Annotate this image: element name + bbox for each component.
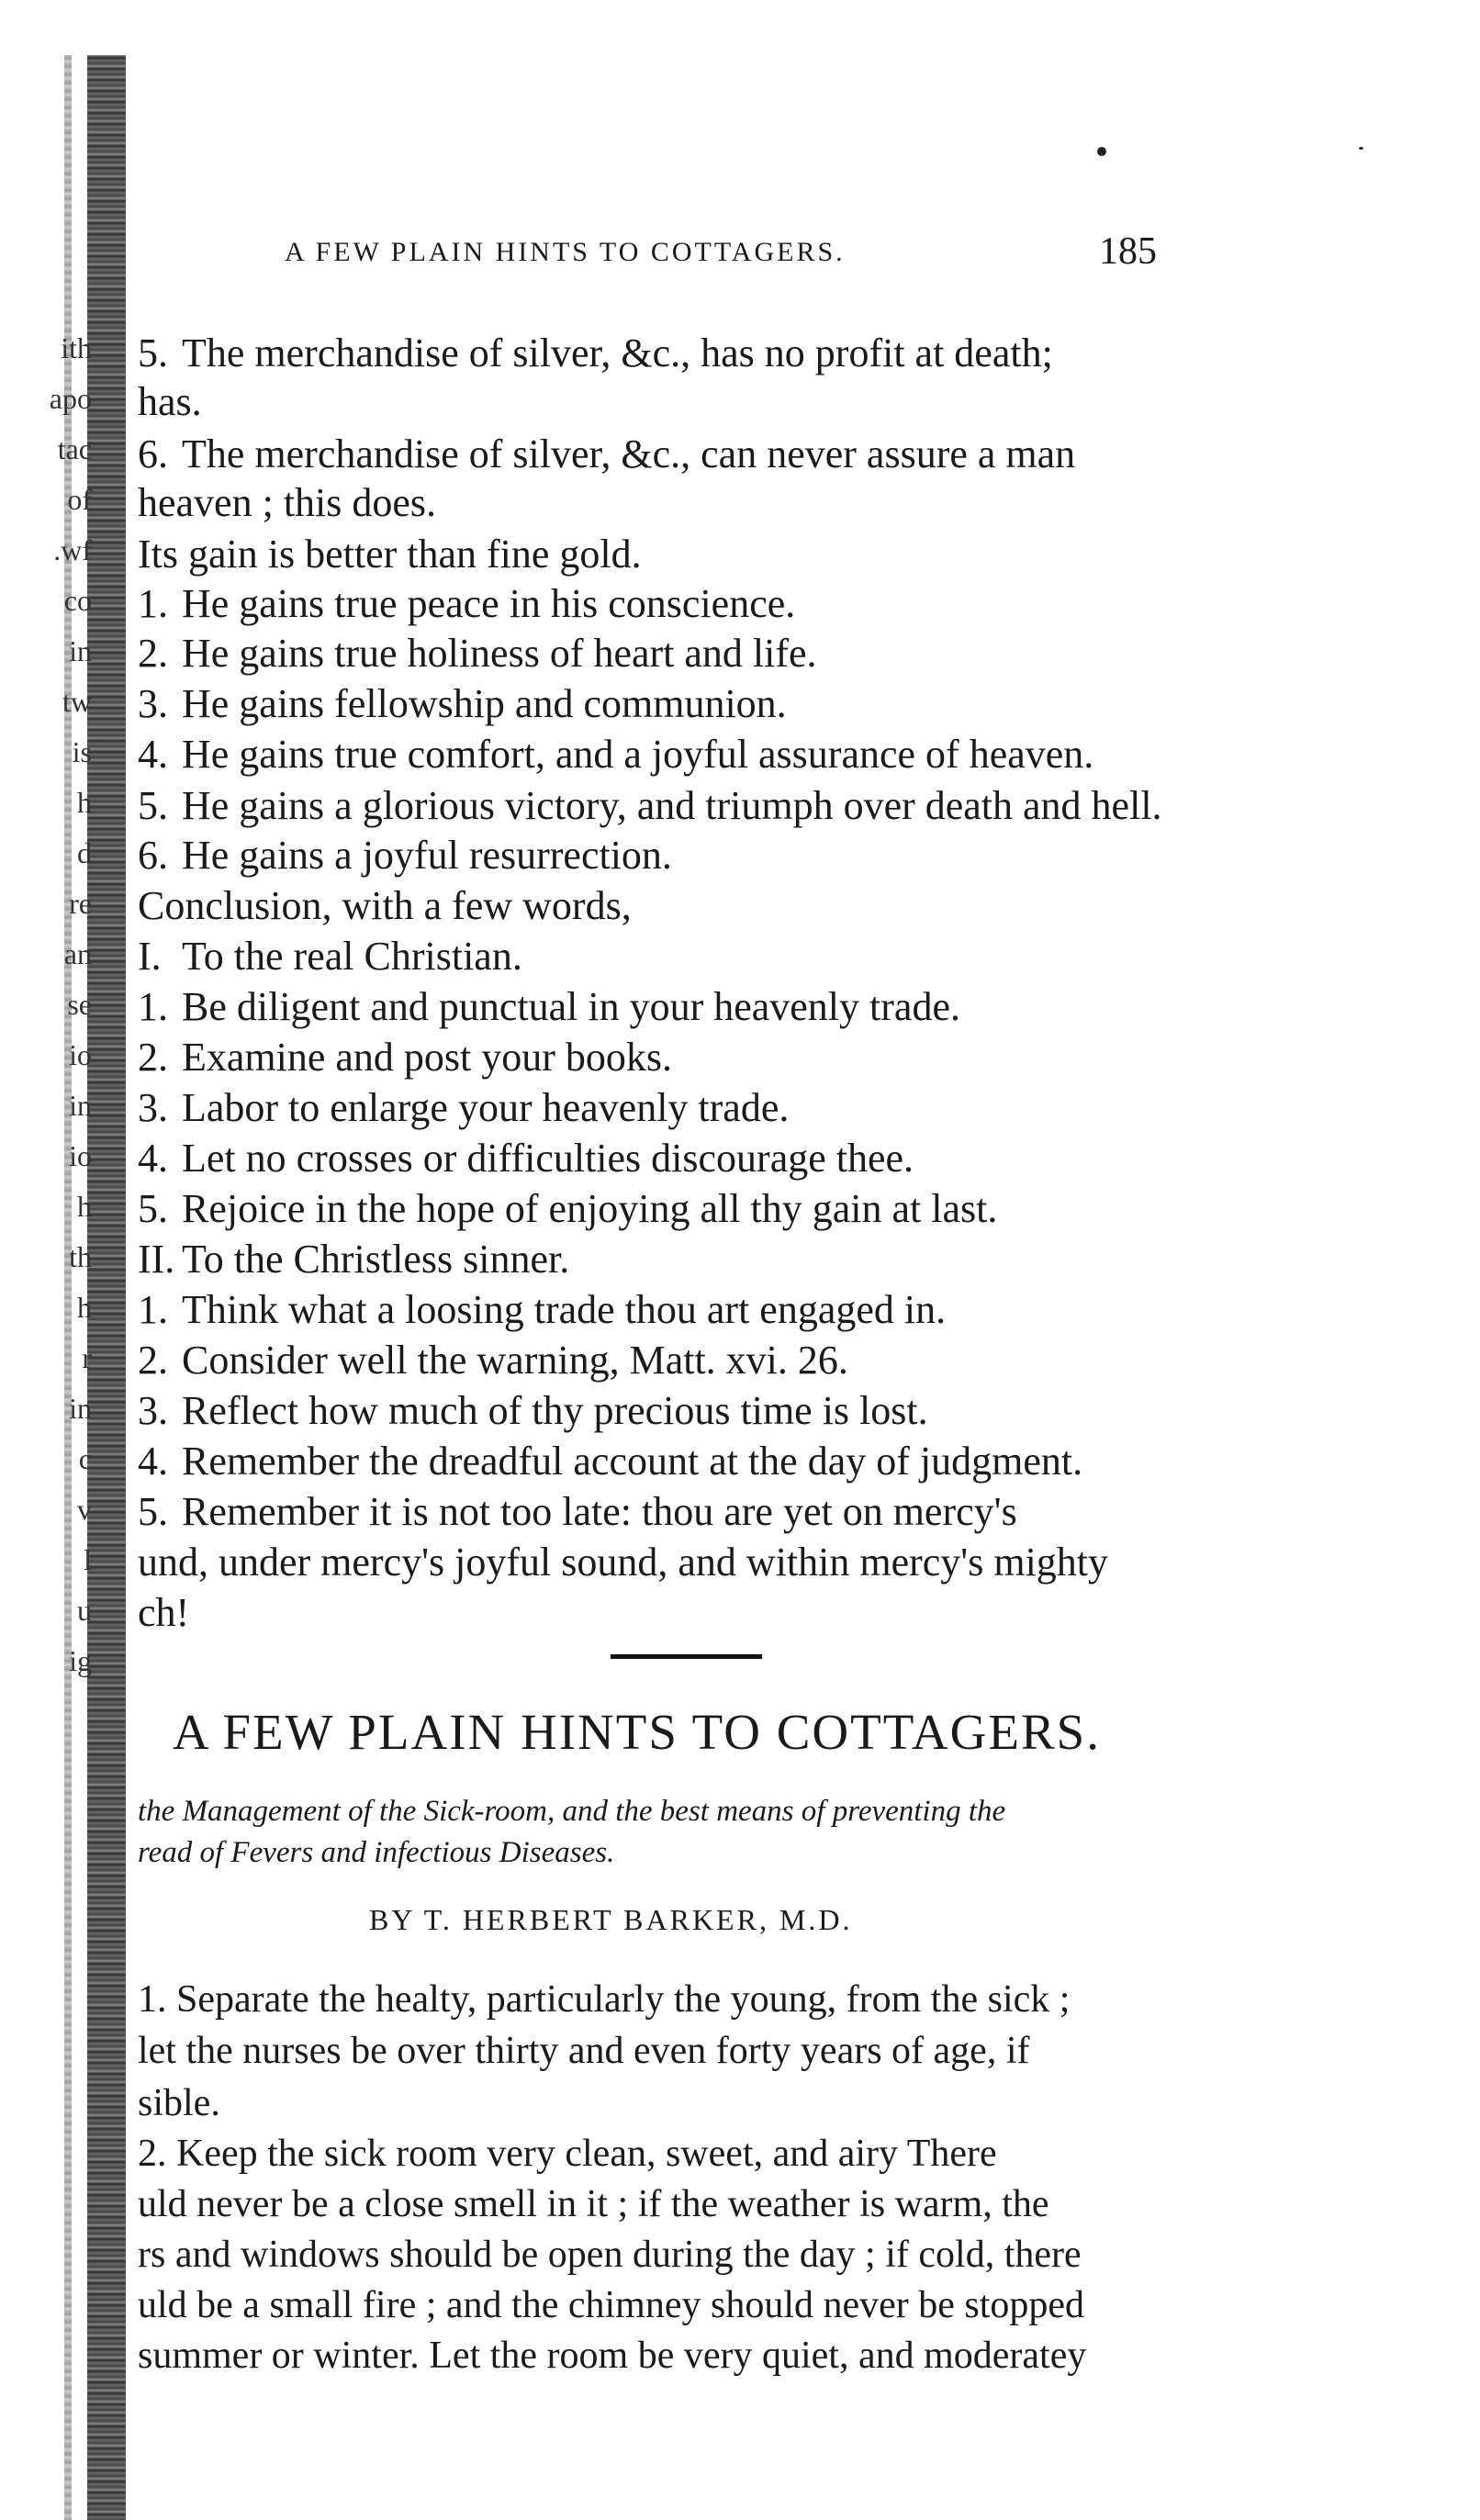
outline-item-text: Remember it is not too late: thou are yet on mercy's (182, 1489, 1017, 1534)
outline-item-text: Let no crosses or difficulties discourage thee. (182, 1136, 914, 1181)
article-paragraph-line: uld never be a close smell in it ; if the weather is warm, the (138, 2183, 1049, 2225)
outline-item-text: To the Christless sinner. (182, 1237, 570, 1282)
outline-item-text: Consider well the warning, Matt. xvi. 26. (182, 1338, 848, 1383)
margin-fragment: v (77, 1493, 92, 1526)
outline-item-number: 1. (138, 581, 168, 626)
outline-line (138, 1239, 1331, 1280)
outline-item-text: Its gain is better than fine gold. (138, 532, 642, 577)
outline-item-text: ch! (138, 1590, 190, 1635)
outline-item-number: 4. (138, 1439, 168, 1484)
outline-item-number: 4. (138, 732, 168, 777)
outline-item-text: has. (138, 379, 202, 424)
margin-fragment: in (69, 1392, 92, 1425)
outline-item-text: He gains true comfort, and a joyful assurance of heaven. (182, 732, 1094, 777)
margin-fragment: h (77, 786, 92, 819)
article-subtitle-line-2: read of Fevers and infectious Diseases. (138, 1836, 615, 1869)
margin-fragment: of (67, 483, 92, 516)
outline-item-text: Rejoice in the hope of enjoying all thy gain at last. (182, 1186, 998, 1231)
margin-fragment: ith (61, 331, 92, 364)
article-paragraph-line: 1. Separate the healty, particularly the young, from the sick ; (138, 1978, 1071, 2021)
margin-fragment: io (69, 1139, 92, 1172)
page-content (138, 0, 1331, 2520)
binding-shadow (87, 55, 126, 2520)
outline-item-text: He gains fellowship and communion. (182, 681, 787, 726)
outline-item-number: 3. (138, 1388, 168, 1433)
outline-item-text: He gains a glorious victory, and triumph over death and hell. (182, 783, 1162, 828)
outline-item-text: Reflect how much of thy precious time is lost. (182, 1388, 928, 1433)
outline-item-text: und, under mercy's joyful sound, and within mercy's mighty (138, 1540, 1109, 1585)
outline-item-number: 5. (138, 1186, 168, 1231)
margin-fragment: h (77, 1291, 92, 1324)
outline-line (138, 1542, 1331, 1583)
margin-fragment: c (78, 1442, 92, 1475)
margin-fragment: d (77, 836, 92, 869)
outline-line (138, 984, 1331, 1029)
binding-edge (64, 55, 72, 2520)
outline-item-text: Examine and post your books. (182, 1035, 673, 1080)
article-paragraph-line: sible. (138, 2082, 220, 2124)
outline-line (138, 534, 1331, 575)
outline-item-number: 2. (138, 1035, 168, 1080)
outline-item-text: The merchandise of silver, &c., has no profit at death; (182, 330, 1053, 375)
outline-line (138, 431, 1331, 476)
outline-item-text: Labor to enlarge your heavenly trade. (182, 1085, 790, 1130)
margin-fragment: r (82, 1341, 92, 1374)
margin-fragment: tac (57, 432, 92, 465)
article-paragraph-line: summer or winter. Let the room be very quiet, and moderatey (138, 2335, 1087, 2377)
outline-line (138, 1388, 1331, 1433)
outline-line (138, 1138, 1331, 1179)
outline-line (138, 936, 1331, 977)
outline-item-text: He gains true peace in his conscience. (182, 581, 796, 626)
outline-line (138, 1287, 1331, 1332)
article-paragraph-line: let the nurses be over thirty and even forty years of age, if (138, 2030, 1030, 2072)
margin-fragment: is (72, 735, 92, 768)
margin-fragment: io (69, 1038, 92, 1071)
outline-line (138, 1037, 1331, 1078)
outline-item-number: 2. (138, 631, 168, 676)
outline-line (138, 1085, 1331, 1130)
article-paragraph-line: rs and windows should be open during the day ; if cold, there (138, 2234, 1082, 2276)
outline-item-text: The merchandise of silver, &c., can never assure a man (182, 431, 1076, 476)
margin-fragment: u (77, 1594, 92, 1627)
margin-fragment: co (63, 584, 92, 617)
outline-item-number: 6. (138, 833, 168, 878)
outline-line (138, 330, 1331, 375)
outline-line (138, 1441, 1331, 1482)
article-paragraph-line: 2. Keep the sick room very clean, sweet, and airy There (138, 2133, 997, 2175)
outline-item-text: Think what a loosing trade thou art engaged in. (182, 1287, 947, 1332)
outline-item-text: To the real Christian. (182, 934, 522, 979)
margin-fragment: re (69, 887, 92, 920)
outline-line (138, 379, 1331, 424)
outline-line (138, 734, 1331, 775)
outline-item-text: heaven ; this does. (138, 480, 437, 525)
outline-item-text: Conclusion, with a few words, (138, 883, 632, 928)
outline-line (138, 835, 1331, 876)
margin-fragment: apo (49, 382, 92, 415)
outline-line (138, 1186, 1331, 1231)
outline-line (138, 581, 1331, 626)
outline-item-number: 3. (138, 1085, 168, 1130)
outline-item-number: 5. (138, 330, 168, 375)
outline-line (138, 1340, 1331, 1381)
outline-line (138, 480, 1331, 525)
section-divider (611, 1654, 762, 1659)
outline-item-number: II. (138, 1237, 175, 1282)
article-title: A FEW PLAIN HINTS TO COTTAGERS. (173, 1704, 1101, 1760)
article-byline: BY T. HERBERT BARKER, M.D. (369, 1903, 853, 1936)
outline-line (138, 883, 1331, 928)
article-subtitle-line-1: the Management of the Sick-room, and the best means of preventing the (138, 1795, 1006, 1828)
outline-item-number: 1. (138, 1287, 168, 1332)
margin-fragment: th (69, 1240, 92, 1273)
outline-item-number: 5. (138, 783, 168, 828)
outline-line (138, 1590, 1331, 1635)
outline-line (138, 783, 1331, 828)
outline-item-text: He gains a joyful resurrection. (182, 833, 672, 878)
outline-line (138, 633, 1331, 674)
margin-fragment: in (69, 634, 92, 667)
outline-item-number: 4. (138, 1136, 168, 1181)
outline-item-number: 6. (138, 431, 168, 476)
outline-item-number: 2. (138, 1338, 168, 1383)
margin-fragment: ig (69, 1644, 92, 1677)
margin-fragment: h (77, 1190, 92, 1223)
margin-fragment: in (69, 1089, 92, 1122)
margin-fragment: .wf (53, 533, 92, 566)
outline-item-number: 1. (138, 984, 168, 1029)
page-number: 185 (1099, 230, 1157, 273)
outline-line (138, 681, 1331, 726)
margin-fragment: l (84, 1543, 92, 1576)
margin-fragment: tw (62, 685, 92, 718)
outline-item-text: He gains true holiness of heart and life. (182, 631, 817, 676)
outline-item-number: 5. (138, 1489, 168, 1534)
margin-fragment: an (63, 937, 92, 970)
outline-item-number: 3. (138, 681, 168, 726)
outline-item-text: Be diligent and punctual in your heavenly trade. (182, 984, 960, 1029)
article-paragraph-line: uld be a small fire ; and the chimney should never be stopped (138, 2284, 1085, 2326)
outline-line (138, 1489, 1331, 1534)
outline-item-number: I. (138, 934, 162, 979)
outline-item-text: Remember the dreadful account at the day of judgment. (182, 1439, 1083, 1484)
running-header: A FEW PLAIN HINTS TO COTTAGERS. (285, 237, 846, 267)
margin-fragment: se (67, 988, 92, 1021)
